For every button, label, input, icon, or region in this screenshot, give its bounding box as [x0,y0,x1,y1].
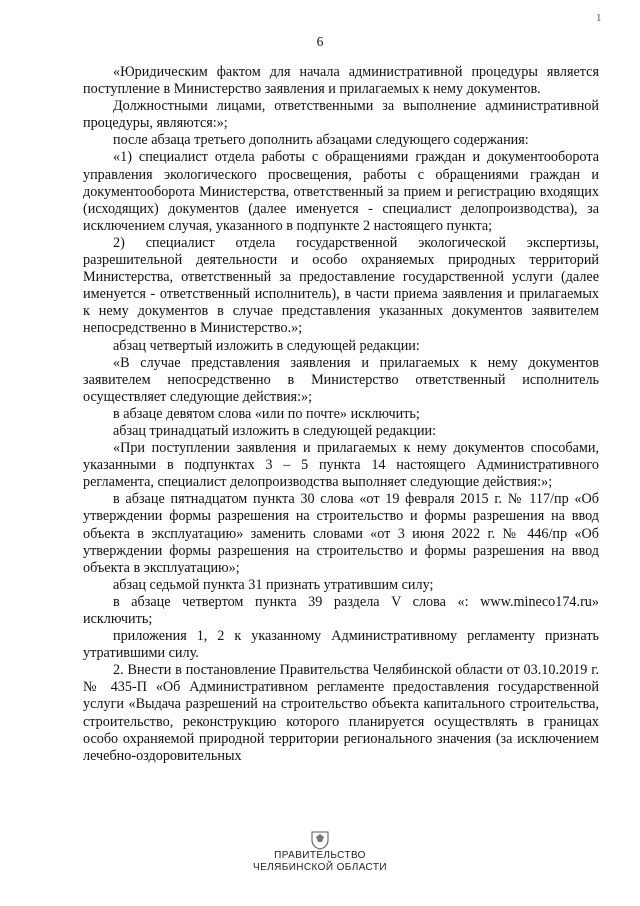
paragraph-2: Должностными лицами, ответственными за выполнение административной процедуры, являются:»; [83,98,599,132]
corner-mark: 1 [596,12,602,24]
paragraph-11: в абзаце пятнадцатом пункта 30 слова «от 19 февраля 2015 г. № 117/пр «Об утверждении формы разрешения на строительство и формы разрешения на ввод объекта в эксплуатацию» заменить словами «от 3 июня 2022 г. № 446/пр «Об утверждении формы разрешения на строительство и формы разрешения на ввод объекта в эксплуатацию»; [83,491,599,576]
footer-line-1: ПРАВИТЕЛЬСТВО [274,850,366,861]
paragraph-10: «При поступлении заявления и прилагаемых к нему документов способами, указанными в подпунктах 3 – 5 пункта 14 настоящего Административного регламента, специалист делопроизводства выполняет следующие действия:»; [83,440,599,491]
paragraph-7: «В случае представления заявления и прилагаемых к нему документов заявителем непосредственно в Министерство ответственный исполнитель осуществляет следующие действия:»; [83,354,599,405]
paragraph-8: в абзаце девятом слова «или по почте» исключить; [113,405,420,422]
paragraph-13: в абзаце четвертом пункта 39 раздела V слова «: www.mineco174.ru» исключить; [83,593,599,627]
paragraph-15: 2. Внести в постановление Правительства Челябинской области от 03.10.2019 г. № 435-П «Об Административном регламенте предоставления государственной услуги «Выдача разрешений на строительство объекта капитального строительства, строительство, реконструкцию которого планируется осуществлять в границах особо охраняемой природной территории регионального значения (за исключением лечебно-оздоровительных [83,662,599,764]
paragraph-12: абзац седьмой пункта 31 признать утратившим силу; [113,576,434,593]
paragraph-14: приложения 1, 2 к указанному Административному регламенту признать утратившими силу. [83,628,599,662]
footer-line-2: ЧЕЛЯБИНСКОЙ ОБЛАСТИ [253,862,387,873]
paragraph-6: абзац четвертый изложить в следующей редакции: [113,337,420,354]
paragraph-5: 2) специалист отдела государственной экологической экспертизы, разрешительной деятельности и особо охраняемых природных территорий Министерства, ответственный за предоставление государственной услуги (далее именуется - ответственный исполнитель), в части приема заявления и прилагаемых к нему документов в случае представления указанных документов заявителем непосредственно в Министерство.»; [83,234,599,337]
page-number: 6 [316,34,324,49]
paragraph-4: «1) специалист отдела работы с обращениями граждан и документооборота управления экологического просвещения, работы с обращениями граждан и документооборота Министерства, ответственный за прием и регистрацию входящих (исходящих) документов (далее именуется - специалист делопроизводства), за исключением случая, указанного в подпункте 2 настоящего пункта; [83,149,599,234]
footer-stamp [0,850,640,874]
document-body [83,64,599,765]
paragraph-1: «Юридическим фактом для начала административной процедуры является поступление в Министерство заявления и прилагаемых к нему документов. [83,64,599,98]
coat-of-arms-icon [308,830,332,850]
paragraph-3: после абзаца третьего дополнить абзацами следующего содержания: [113,132,529,149]
paragraph-9: абзац тринадцатый изложить в следующей редакции: [113,422,437,439]
